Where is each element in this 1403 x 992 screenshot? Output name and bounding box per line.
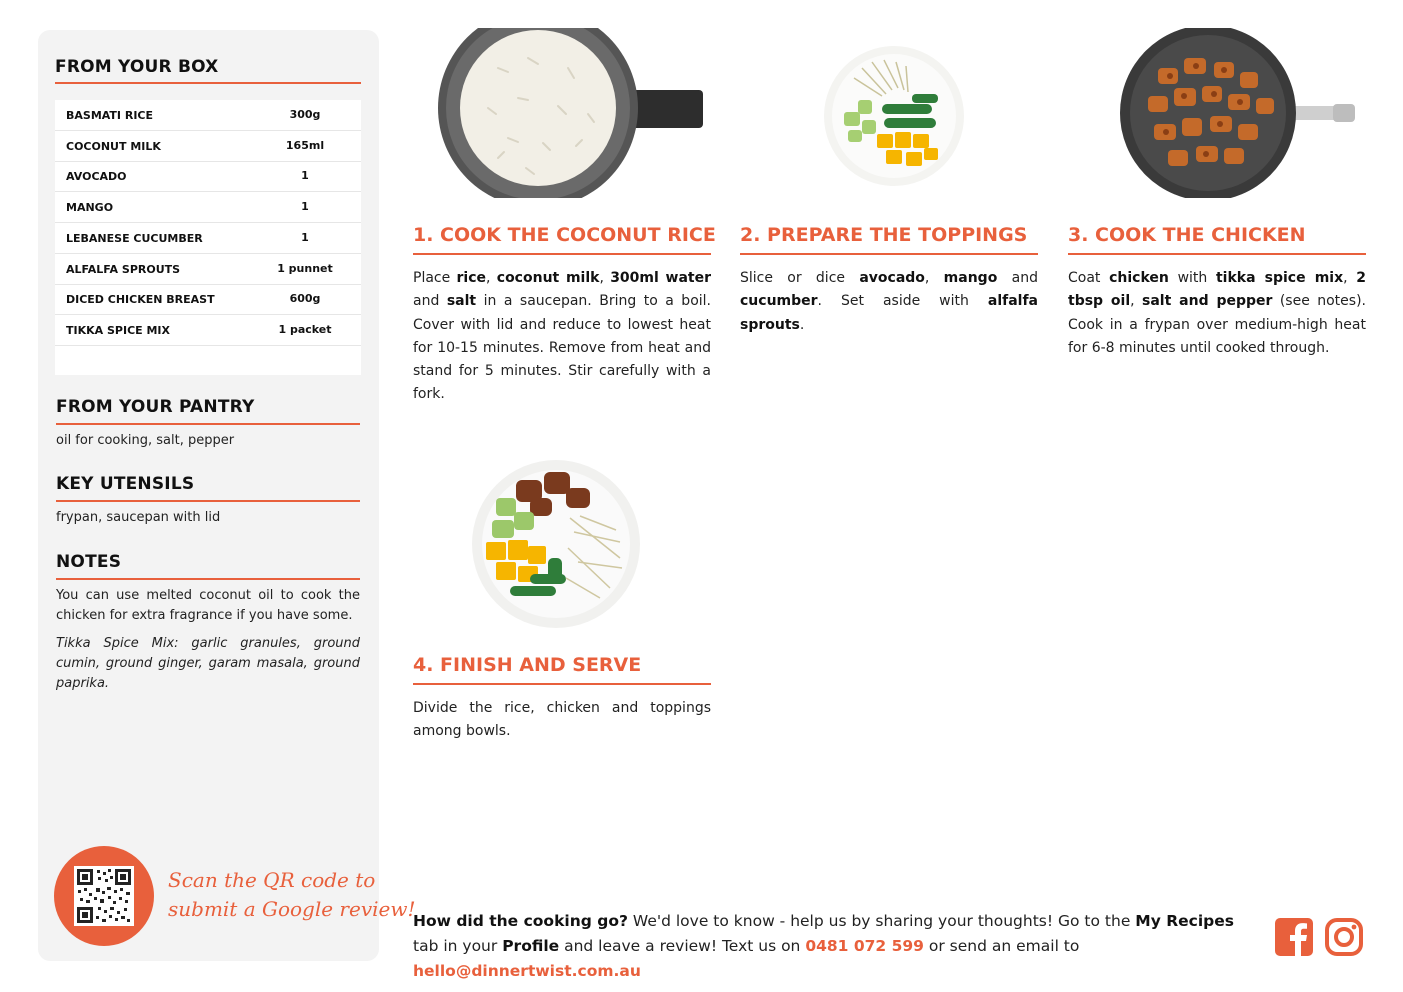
toppings-plate-image [822,44,966,188]
ingredient-row [55,254,361,285]
qr-prompt-line1: Scan the QR code to [168,868,376,892]
ingredient-quantity: 1 packet [278,322,332,336]
contact-link[interactable]: 0481 072 599 [805,937,924,955]
step-divider [413,253,711,255]
ingredient-quantity: 1 [301,230,309,244]
step-2-title: 2. PREPARE THE TOPPINGS [740,224,1028,246]
notes-title: NOTES [56,552,122,572]
key-utensils-title: KEY UTENSILS [56,474,195,494]
ingredient-name: COCONUT MILK [66,139,161,153]
ingredient-quantity: 165ml [285,138,325,152]
ingredient-quantity: 300g [289,108,321,121]
qr-prompt-line2: submit a Google review! [168,897,416,921]
step-3-title: 3. COOK THE CHICKEN [1068,224,1306,246]
ingredient-row [55,284,361,315]
ingredient-row [55,100,361,131]
ingredient-row [55,192,361,223]
contact-link[interactable]: hello@dinnertwist.com.au [413,962,641,980]
step-divider [413,683,711,685]
ingredient-quantity: 1 [301,200,309,214]
notes-spice-mix-text: Tikka Spice Mix: garlic granules, ground cumin, ground ginger, garam masala, ground paprika. [56,636,360,691]
ingredient-name: TIKKA SPICE MIX [66,323,171,337]
finished-bowl-image [470,458,642,630]
step-divider [740,253,1038,255]
ingredient-name: MANGO [66,201,114,215]
rice-saucepan-image [438,28,706,200]
step-1-instructions: Place rice, coconut milk, 300ml water and salt in a saucepan. Bring to a boil. Cover with lid and reduce to lowest heat for 10-15 minutes. Remove from heat and stand for 5 minutes. Stir carefully with a fork. [413,270,711,403]
ingredient-quantity: 1 [301,169,309,183]
section-divider [56,423,360,425]
ingredient-name: AVOCADO [66,170,127,184]
facebook-icon[interactable] [1275,918,1313,956]
pantry-text: oil for cooking, salt, pepper [56,433,235,448]
ingredient-row [55,223,361,254]
step-4-instructions: Divide the rice, chicken and toppings among bowls. [413,700,711,740]
from-your-box-title: FROM YOUR BOX [55,57,219,77]
section-divider [56,500,360,502]
chicken-frypan-image [1118,28,1358,200]
step-2-instructions: Slice or dice avocado, mango and cucumber. Set aside with alfalfa sprouts. [740,270,1038,333]
ingredient-row [55,161,361,192]
from-your-pantry-title: FROM YOUR PANTRY [56,397,255,417]
step-divider [1068,253,1366,255]
sidebar-panel [38,30,416,961]
utensils-text: frypan, saucepan with lid [56,510,221,525]
ingredient-row [55,131,361,162]
ingredients-table [55,100,361,375]
ingredient-quantity: 1 punnet [277,261,333,275]
instagram-icon[interactable] [1325,918,1363,956]
qr-code-icon[interactable] [74,866,134,926]
ingredient-name: LEBANESE CUCUMBER [66,231,203,245]
ingredient-quantity: 600g [289,292,321,306]
ingredient-name: BASMATI RICE [66,109,154,122]
step-3-instructions: Coat chicken with tikka spice mix, 2 tbsp oil, salt and pepper (see notes). Cook in a frypan over medium-high heat for 6-8 minutes until cooked through. [1068,270,1367,356]
notes-text: You can use melted coconut oil to cook the chicken for extra fragrance if you have some. [56,588,360,623]
ingredient-name: DICED CHICKEN BREAST [66,293,215,307]
section-divider [55,82,361,84]
step-1-title: 1. COOK THE COCONUT RICE [413,224,716,246]
ingredient-name: ALFALFA SPROUTS [66,262,181,276]
section-divider [56,578,360,580]
ingredient-row [55,315,361,346]
qr-code-badge[interactable] [54,846,154,946]
feedback-footer: How did the cooking go? We'd love to know - help us by sharing your thoughts! Go to the My Recipes tab in your Profile and leave a review! Text us on 0481 072 599 or send an email to hello@dinnertwist.com.au [413,912,1234,980]
step-4-title: 4. FINISH AND SERVE [413,654,642,676]
